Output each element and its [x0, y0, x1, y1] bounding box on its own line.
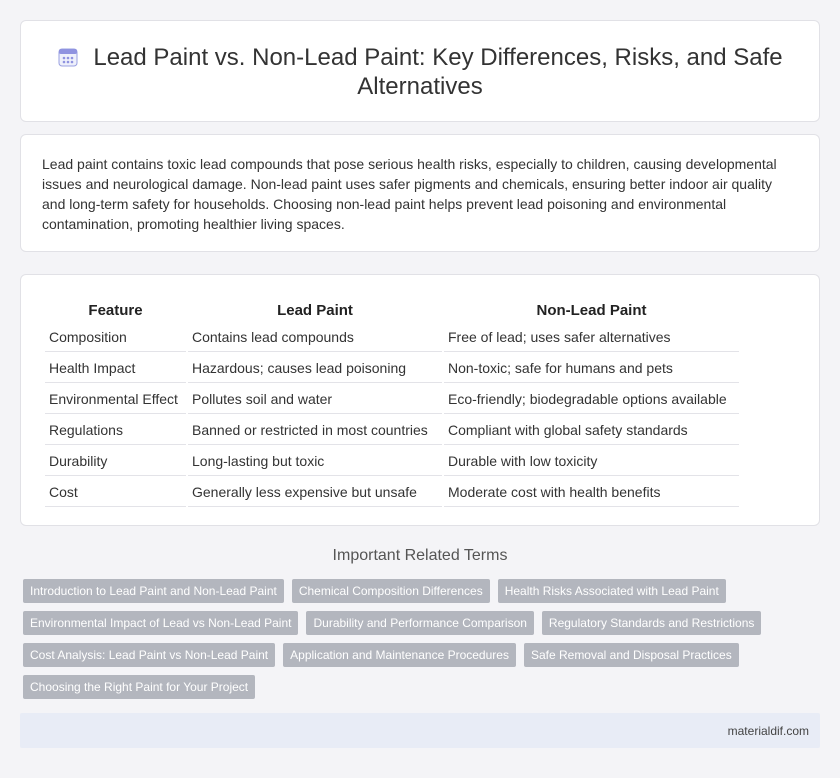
- lead-paint-cell: Contains lead compounds: [188, 323, 442, 352]
- non-lead-paint-cell: Non-toxic; safe for humans and pets: [444, 354, 739, 383]
- lead-paint-cell: Banned or restricted in most countries: [188, 416, 442, 445]
- related-term-tag[interactable]: Regulatory Standards and Restrictions: [542, 611, 761, 635]
- table-row: [45, 478, 739, 507]
- calendar-icon: [57, 46, 79, 68]
- table-row: [45, 323, 739, 352]
- feature-cell: Cost: [45, 478, 186, 507]
- lead-paint-cell: Pollutes soil and water: [188, 385, 442, 414]
- page-title-wrap: [21, 43, 819, 101]
- feature-cell: Regulations: [45, 416, 186, 445]
- non-lead-paint-cell: Eco-friendly; biodegradable options available: [444, 385, 739, 414]
- footer-bar: [20, 713, 820, 748]
- related-terms-heading: Important Related Terms: [332, 547, 508, 564]
- intro-paragraph: Lead paint contains toxic lead compounds that pose serious health risks, especially to children, causing developmental issues and neurological damage. Non-lead paint uses safer pigments and chemicals, ensuring better indoor air quality and long-term safety for households. Choosing non-lead paint helps prevent lead poisoning and environmental contamination, promoting healthier living spaces.: [42, 156, 777, 232]
- table-row: [45, 354, 739, 383]
- related-term-tag[interactable]: Safe Removal and Disposal Practices: [524, 643, 739, 667]
- related-term-tag[interactable]: Chemical Composition Differences: [292, 579, 490, 603]
- lead-paint-cell: Hazardous; causes lead poisoning: [188, 354, 442, 383]
- non-lead-paint-cell: Compliant with global safety standards: [444, 416, 739, 445]
- feature-cell: Health Impact: [45, 354, 186, 383]
- table-row: [45, 447, 739, 476]
- related-term-tag[interactable]: Choosing the Right Paint for Your Project: [23, 675, 255, 699]
- related-term-tag[interactable]: Cost Analysis: Lead Paint vs Non-Lead Paint: [23, 643, 275, 667]
- lead-paint-cell: Generally less expensive but unsafe: [188, 478, 442, 507]
- title-card: [20, 20, 820, 122]
- non-lead-paint-cell: Durable with low toxicity: [444, 447, 739, 476]
- non-lead-paint-cell: Moderate cost with health benefits: [444, 478, 739, 507]
- non-lead-paint-cell: Free of lead; uses safer alternatives: [444, 323, 739, 352]
- table-row: [45, 385, 739, 414]
- related-terms-list: [23, 579, 813, 699]
- related-term-tag[interactable]: Application and Maintenance Procedures: [283, 643, 516, 667]
- comparison-table: [43, 295, 741, 509]
- page-title: Lead Paint vs. Non-Lead Paint: Key Differences, Risks, and Safe Alternatives: [93, 44, 783, 100]
- footer-site-link[interactable]: materialdif.com: [727, 724, 809, 738]
- feature-cell: Durability: [45, 447, 186, 476]
- comparison-card: [20, 274, 820, 526]
- table-row: [45, 416, 739, 445]
- intro-card: [20, 134, 820, 252]
- related-term-tag[interactable]: Health Risks Associated with Lead Paint: [498, 579, 726, 603]
- related-term-tag[interactable]: Durability and Performance Comparison: [306, 611, 533, 635]
- feature-cell: Environmental Effect: [45, 385, 186, 414]
- lead-paint-cell: Long-lasting but toxic: [188, 447, 442, 476]
- related-term-tag[interactable]: Introduction to Lead Paint and Non-Lead Paint: [23, 579, 284, 603]
- header-lead-paint: Lead Paint: [277, 301, 353, 319]
- feature-cell: Composition: [45, 323, 186, 352]
- related-term-tag[interactable]: Environmental Impact of Lead vs Non-Lead Paint: [23, 611, 298, 635]
- table-header-row: [45, 297, 739, 321]
- header-feature: Feature: [88, 301, 143, 319]
- header-non-lead-paint: Non-Lead Paint: [536, 301, 647, 319]
